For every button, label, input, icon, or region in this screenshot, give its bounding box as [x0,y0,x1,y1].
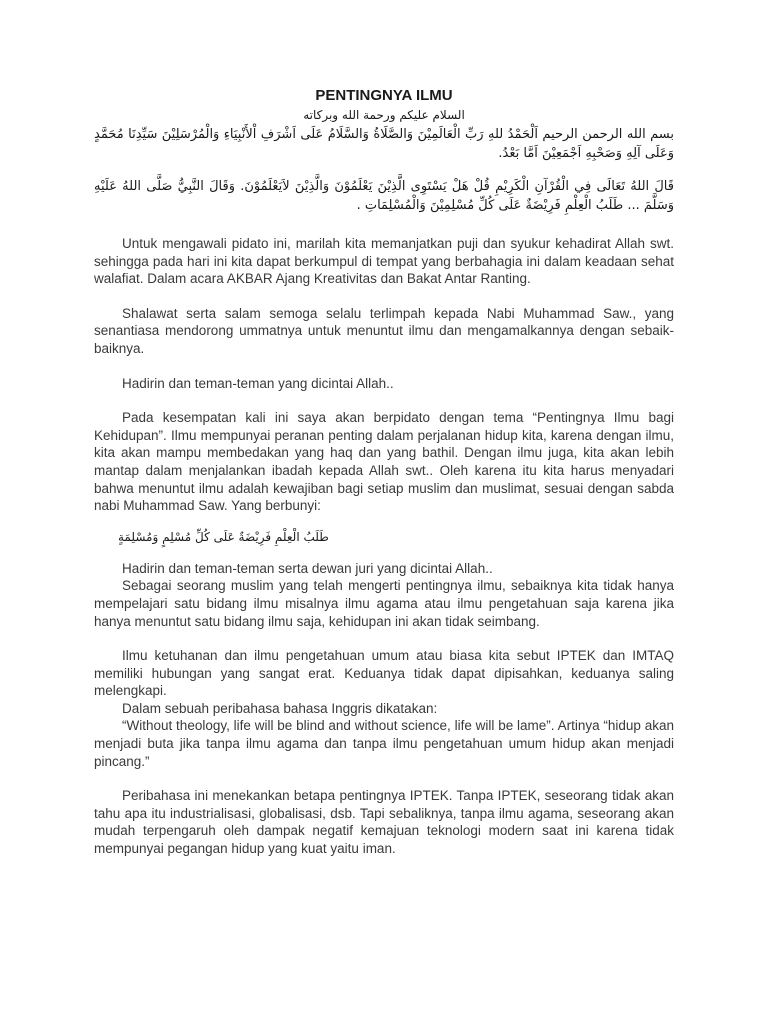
paragraph-theme: Pada kesempatan kali ini saya akan berpidato dengan tema “Pentingnya Ilmu bagi Kehidupan”. Ilmu mempunyai peranan penting dalam perjalanan hidup kita, karena dengan ilmu, kita akan mampu membedakan yang haq dan yang bathil. Dengan ilmu juga, kita akan lebih mantap dalam menjalankan ibadah kepada Allah swt.. Oleh karena itu kita harus menyadari bahwa menuntut ilmu adalah kewajiban bagi setiap muslim dan muslimat, sesuai dengan sabda nabi Muhammad Saw. Yang berbunyi: [94,410,674,514]
paragraph-shalawat: Shalawat serta salam semoga selalu terlimpah kepada Nabi Muhammad Saw., yang senantiasa mendorong ummatnya untuk menuntut ilmu dan mengamalkannya dengan sebaik-baiknya. [94,305,674,356]
paragraph-greeting: Hadirin dan teman-teman yang dicintai Allah.. [122,375,394,391]
document-page [94,86,674,858]
paragraph-muslim: Sebagai seorang muslim yang telah mengerti pentingnya ilmu, sebaiknya kita tidak hanya mempelajari satu bidang ilmu misalnya ilmu agama atau ilmu pengetahuan saja karena jika hanya menuntut satu bidang ilmu saja, kehidupan ini akan tidak seimbang. [94,578,674,629]
paragraph-proverb-intro: Dalam sebuah peribahasa bahasa Inggris dikatakan: [122,700,438,716]
quran-quote: قَالَ اللهُ تَعَالَى فِي الْقُرْآنِ الْكَرِيْمِ قُلْ هَلْ يَسْتَوِى الَّذِيْنَ يَعْلَمُوْنَ وَالَّذِيْنَ لاَيَعْلَمُوْنَ. وَقَالَ النَّبِيُّ صَلَّى اللهُ عَلَيْهِ وَسَلَّمَ ... طَلَبُ الْعِلْمِ فَرِيْضَةٌ عَلَى كُلِّ مُسْلِمِيْنَ وَالْمُسْلِمَاتِ . [94,179,674,213]
paragraph-opening: Untuk mengawali pidato ini, marilah kita memanjatkan puji dan syukur kehadirat Allah swt. sehingga pada hari ini kita dapat berkumpul di tempat yang berbahagia ini dalam keadaan sehat walafiat. Dalam acara AKBAR Ajang Kreativitas dan Bakat Antar Ranting. [94,236,674,287]
document-title: PENTINGNYA ILMU [315,87,453,104]
paragraph-greeting-jury: Hadirin dan teman-teman serta dewan juri yang dicintai Allah.. [122,560,493,576]
bismillah-opening: بسم الله الرحمن الرحيم اَلْحَمْدُ للهِ رَبِّ الْعَالَمِيْنَ وَالصَّلَاةُ وَالسَّلَامُ عَلَى اَشْرَفِ اْلأَنْبِيَاءِ وَالْمُرْسَلِيْنَ سَيِّدِنَا مُحَمَّدٍ وَعَلَى آلِهِ وَصَحْبِهِ اَجْمَعِيْنَ اَمَّا بَعْدُ. [94,127,674,161]
salam-greeting: السلام عليكم ورحمة الله وبركاته [303,108,465,122]
paragraph-conclusion: Peribahasa ini menekankan betapa pentingnya IPTEK. Tanpa IPTEK, seseorang tidak akan tahu apa itu industrialisasi, globalisasi, dsb. Tapi sebaliknya, tanpa ilmu agama, seseorang akan mudah terpengaruh oleh dampak negatif kemajuan teknologi modern saat ini karena tidak mempunyai pegangan hidup yang kuat yaitu iman. [94,788,674,857]
paragraph-iptek-imtaq: Ilmu ketuhanan dan ilmu pengetahuan umum atau biasa kita sebut IPTEK dan IMTAQ memiliki hubungan yang sangat erat. Keduanya tidak dapat dipisahkan, keduanya saling melengkapi. [94,648,674,699]
paragraph-proverb: “Without theology, life will be blind and without science, life will be lame”. Artinya “hidup akan menjadi buta jika tanpa ilmu agama dan tanpa ilmu pengetahuan umum hidup akan menjadi pincang.” [94,718,674,769]
hadith-quote: طَلَبُ الْعِلْمِ فَرِيْضَةٌ عَلَى كُلِّ مُسْلِمٍ وَمُسْلِمَةٍ [118,529,329,544]
